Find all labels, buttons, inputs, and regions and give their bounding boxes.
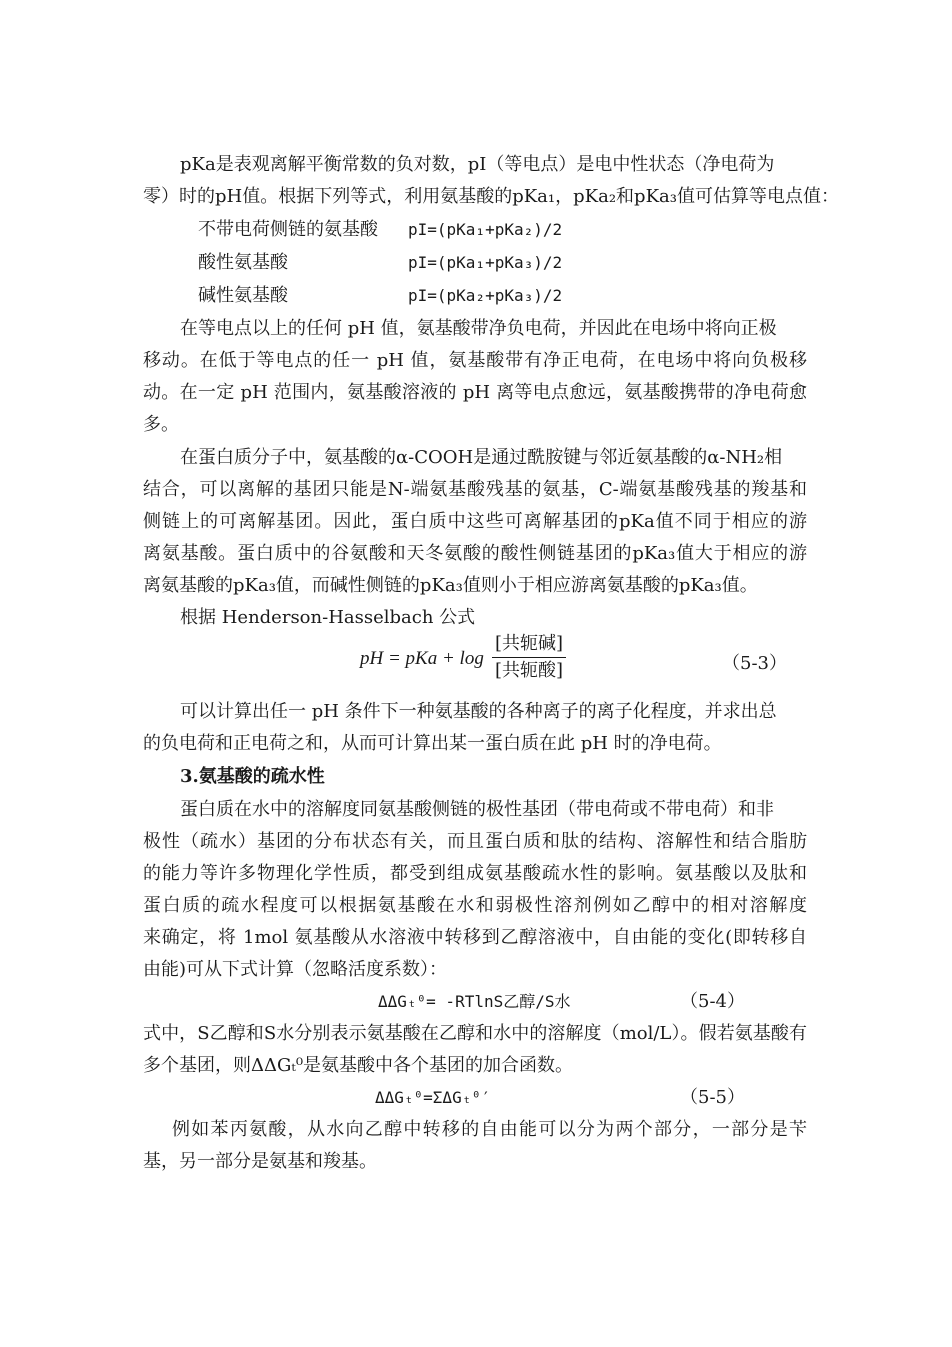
text-line: 动。在一定 pH 范围内，氨基酸溶液的 pH 离等电点愈远，氨基酸携带的净电荷愈 — [143, 382, 807, 403]
text-line: 移动。在低于等电点的任一 pH 值，氨基酸带有净正电荷，在电场中将向负极移 — [143, 350, 807, 371]
text-line: 离氨基酸。蛋白质中的谷氨酸和天冬氨酸的酸性侧链基团的pKa₃值大于相应的游 — [143, 543, 807, 564]
equation: pI=(pKa₂+pKa₃)/2 — [408, 286, 563, 305]
section-heading: 3.氨基酸的疏水性 — [180, 766, 325, 787]
equation-number: （5-4） — [680, 991, 745, 1012]
equation: ΔΔGₜ⁰=ΣΔGₜ⁰′ — [375, 1088, 491, 1107]
text-line: 蛋白质在水中的溶解度同氨基酸侧链的极性基团（带电荷或不带电荷）和非 — [180, 799, 774, 820]
text-line: 酸性氨基酸 — [198, 252, 288, 273]
equation: pI=(pKa₁+pKa₃)/2 — [408, 253, 563, 272]
fraction-bar — [492, 657, 566, 658]
equation: pI=(pKa₁+pKa₂)/2 — [408, 220, 563, 239]
text-line: 在等电点以上的任何 pH 值，氨基酸带净负电荷，并因此在电场中将向正极 — [180, 318, 777, 339]
text-line: 来确定，将 1mol 氨基酸从水溶液中转移到乙醇溶液中，自由能的变化(即转移自 — [143, 927, 807, 948]
text-line: 基，另一部分是氨基和羧基。 — [143, 1151, 377, 1172]
text-line: 离氨基酸的pKa₃值，而碱性侧链的pKa₃值则小于相应游离氨基酸的pKa₃值。 — [143, 575, 758, 596]
text-line: 在蛋白质分子中，氨基酸的α-COOH是通过酰胺键与邻近氨基酸的α-NH₂相 — [180, 447, 783, 468]
formula-denominator: [共轭酸] — [494, 660, 564, 681]
text-line: 例如苯丙氨酸，从水向乙醇中转移的自由能可以分为两个部分，一部分是苄 — [172, 1119, 807, 1140]
equation: ΔΔGₜ⁰= -RTlnS乙醇/S水 — [378, 992, 571, 1011]
formula-numerator: [共轭碱] — [494, 633, 564, 654]
formula-lhs: pH = pKa + log — [360, 648, 484, 669]
text-line: pKa是表观离解平衡常数的负对数，pI（等电点）是电中性状态（净电荷为 — [180, 154, 775, 175]
text-line: 不带电荷侧链的氨基酸 — [198, 219, 378, 240]
equation-number: （5-3） — [722, 653, 787, 674]
text-line: 极性（疏水）基团的分布状态有关，而且蛋白质和肽的结构、溶解性和结合脂肪 — [143, 831, 807, 852]
text-line: 多个基团，则ΔΔGₜ⁰是氨基酸中各个基团的加合函数。 — [143, 1055, 574, 1076]
text-line: 可以计算出任一 pH 条件下一种氨基酸的各种离子的离子化程度，并求出总 — [180, 701, 777, 722]
text-line: 式中，S乙醇和S水分别表示氨基酸在乙醇和水中的溶解度（mol/L）。假若氨基酸有 — [143, 1023, 807, 1044]
text-line: 的能力等许多物理化学性质，都受到组成氨基酸疏水性的影响。氨基酸以及肽和 — [143, 863, 807, 884]
text-line: 根据 Henderson-Hasselbach 公式 — [180, 607, 476, 628]
equation-number: （5-5） — [680, 1087, 745, 1108]
text-line: 碱性氨基酸 — [198, 285, 288, 306]
text-line: 由能)可从下式计算（忽略活度系数）： — [143, 959, 448, 980]
text-line: 零）时的pH值。根据下列等式，利用氨基酸的pKa₁，pKa₂和pKa₃值可估算等电点值： — [143, 186, 839, 207]
text-line: 蛋白质的疏水程度可以根据氨基酸在水和弱极性溶剂例如乙醇中的相对溶解度 — [143, 895, 807, 916]
text-line: 多。 — [143, 414, 179, 435]
text-line: 的负电荷和正电荷之和，从而可计算出某一蛋白质在此 pH 时的净电荷。 — [143, 733, 722, 754]
text-line: 侧链上的可离解基团。因此，蛋白质中这些可离解基团的pKa值不同于相应的游 — [143, 511, 807, 532]
henderson-hasselbach-formula — [360, 630, 600, 690]
formula-fraction — [492, 632, 566, 683]
text-line: 结合，可以离解的基团只能是N-端氨基酸残基的氨基，C-端氨基酸残基的羧基和 — [143, 479, 807, 500]
